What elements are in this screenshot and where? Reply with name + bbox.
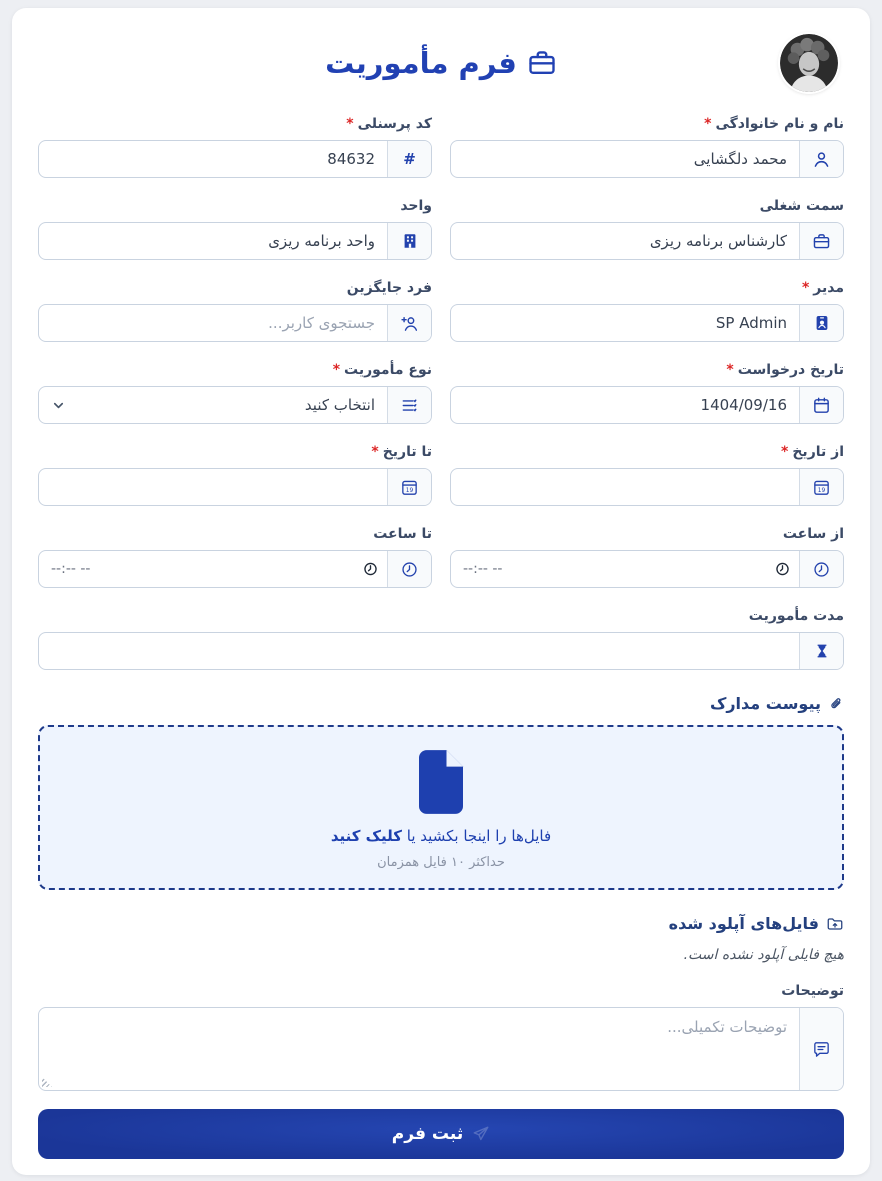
clock-icon (799, 551, 843, 587)
field-from-time (450, 526, 844, 588)
mission-type-label (38, 362, 432, 378)
substitute-label-text: فرد جایگزین (346, 280, 432, 296)
to-date-label (38, 444, 432, 460)
field-full-name (450, 116, 844, 178)
from-date-input[interactable] (451, 469, 799, 505)
calendar-icon (799, 387, 843, 423)
from-date-input-group (450, 468, 844, 506)
personnel-code-label (38, 116, 432, 132)
required-asterisk: * (726, 362, 734, 378)
job-title-label-text: سمت شغلی (759, 198, 844, 214)
datepicker-calendar-icon (799, 469, 843, 505)
field-from-date (450, 444, 844, 506)
no-files-message: هیچ فایلی آپلود نشده است. (683, 947, 844, 963)
to-date-input-group (38, 468, 432, 506)
substitute-input[interactable] (39, 305, 387, 341)
mission-type-select[interactable] (38, 386, 432, 424)
substitute-label (38, 280, 432, 296)
mission-type-selected-value: انتخاب کنید (304, 396, 375, 414)
dropzone-text-bold: کلیک کنید (330, 827, 403, 845)
submit-button[interactable] (38, 1109, 844, 1159)
duration-input[interactable] (39, 633, 799, 669)
folder-export-icon (826, 915, 844, 933)
mission-form-card (12, 8, 870, 1175)
field-job-title (450, 198, 844, 260)
list-icon (387, 387, 431, 423)
job-title-label (450, 198, 844, 214)
submit-button-label: ثبت فرم (391, 1124, 464, 1144)
required-asterisk: * (332, 362, 341, 378)
full-name-label-text: نام و نام خانوادگی (715, 116, 844, 132)
field-to-date (38, 444, 432, 506)
full-name-input[interactable] (451, 141, 799, 177)
from-time-input-group (450, 550, 844, 588)
file-dropzone[interactable] (38, 725, 844, 890)
full-name-label (450, 116, 844, 132)
comments-label (38, 983, 844, 999)
paperclip-icon (828, 696, 844, 712)
datepicker-calendar-icon (387, 469, 431, 505)
dropzone-text (56, 827, 826, 845)
to-time-label (38, 526, 432, 542)
field-comments (38, 983, 844, 1091)
to-date-label-text: تا تاریخ (382, 444, 432, 460)
duration-label-text: مدت مأموریت (748, 608, 844, 624)
comment-icon (799, 1008, 843, 1090)
building-icon (387, 223, 431, 259)
field-to-time (38, 526, 432, 588)
duration-label (38, 608, 844, 624)
svg-text:19: 19 (405, 487, 414, 494)
to-time-input-group (38, 550, 432, 588)
to-date-input[interactable] (39, 469, 387, 505)
request-date-input[interactable] (451, 387, 799, 423)
comments-textarea[interactable] (39, 1008, 799, 1090)
from-time-label (450, 526, 844, 542)
field-unit (38, 198, 432, 260)
mission-type-select-area[interactable] (39, 387, 387, 423)
hourglass-icon (799, 633, 843, 669)
duration-input-group (38, 632, 844, 670)
to-time-input[interactable] (39, 551, 387, 587)
job-title-input-group (450, 222, 844, 260)
attachments-heading (38, 694, 844, 713)
to-time-wrap (39, 551, 387, 587)
manager-label-text: مدیر (813, 280, 844, 296)
required-asterisk: * (346, 116, 354, 132)
from-time-input[interactable] (451, 551, 799, 587)
file-icon (414, 749, 468, 815)
person-plus-icon (387, 305, 431, 341)
field-mission-type (38, 362, 432, 424)
form-header (38, 32, 844, 102)
clock-icon (387, 551, 431, 587)
briefcase-small-icon (799, 223, 843, 259)
unit-label-text: واحد (400, 198, 432, 214)
required-asterisk: * (781, 444, 789, 460)
from-date-label (450, 444, 844, 460)
person-icon (799, 141, 843, 177)
field-duration (38, 608, 844, 670)
send-icon (472, 1125, 490, 1143)
manager-label (450, 280, 844, 296)
field-personnel-code (38, 116, 432, 178)
user-avatar (780, 34, 838, 92)
unit-label (38, 198, 432, 214)
user-avatar-image (780, 34, 838, 92)
from-time-label-text: از ساعت (782, 526, 844, 542)
field-request-date (450, 362, 844, 424)
substitute-input-group (38, 304, 432, 342)
dropzone-text-normal: فایل‌ها را اینجا بکشید یا (406, 827, 552, 845)
request-date-label (450, 362, 844, 378)
attachments-heading-text: پیوست مدارک (709, 694, 821, 713)
id-badge-icon (799, 305, 843, 341)
required-asterisk: * (801, 280, 810, 296)
request-date-input-group (450, 386, 844, 424)
to-time-label-text: تا ساعت (373, 526, 432, 542)
mission-type-label-text: نوع مأموریت (344, 362, 432, 378)
unit-input[interactable] (39, 223, 387, 259)
uploaded-files-heading-text: فایل‌های آپلود شده (668, 914, 819, 933)
full-name-input-group (450, 140, 844, 178)
time-picker-clock-icon[interactable] (775, 562, 790, 577)
chevron-down-icon (51, 398, 66, 413)
hash-icon (387, 141, 431, 177)
uploaded-files-heading (38, 914, 844, 933)
page-title: فرم مأموریت (325, 46, 517, 80)
from-date-label-text: از تاریخ (792, 444, 844, 460)
dropzone-hint: حداکثر ۱۰ فایل همزمان (377, 855, 505, 870)
hash-symbol: # (403, 150, 416, 168)
title-row (38, 32, 844, 80)
svg-text:19: 19 (817, 487, 826, 494)
required-asterisk: * (371, 444, 379, 460)
briefcase-icon (527, 48, 557, 78)
form-grid (38, 116, 844, 588)
manager-input-group (450, 304, 844, 342)
from-time-wrap (451, 551, 799, 587)
manager-input[interactable] (451, 305, 799, 341)
personnel-code-input-group (38, 140, 432, 178)
required-asterisk: * (704, 116, 712, 132)
comments-label-text: توضیحات (781, 983, 844, 999)
time-picker-clock-icon[interactable] (363, 562, 378, 577)
field-substitute (38, 280, 432, 342)
request-date-label-text: تاریخ درخواست (737, 362, 844, 378)
job-title-input[interactable] (451, 223, 799, 259)
comments-input-group (38, 1007, 844, 1091)
personnel-code-input[interactable] (39, 141, 387, 177)
unit-input-group (38, 222, 432, 260)
field-manager (450, 280, 844, 342)
personnel-code-label-text: کد پرسنلی (357, 116, 432, 132)
